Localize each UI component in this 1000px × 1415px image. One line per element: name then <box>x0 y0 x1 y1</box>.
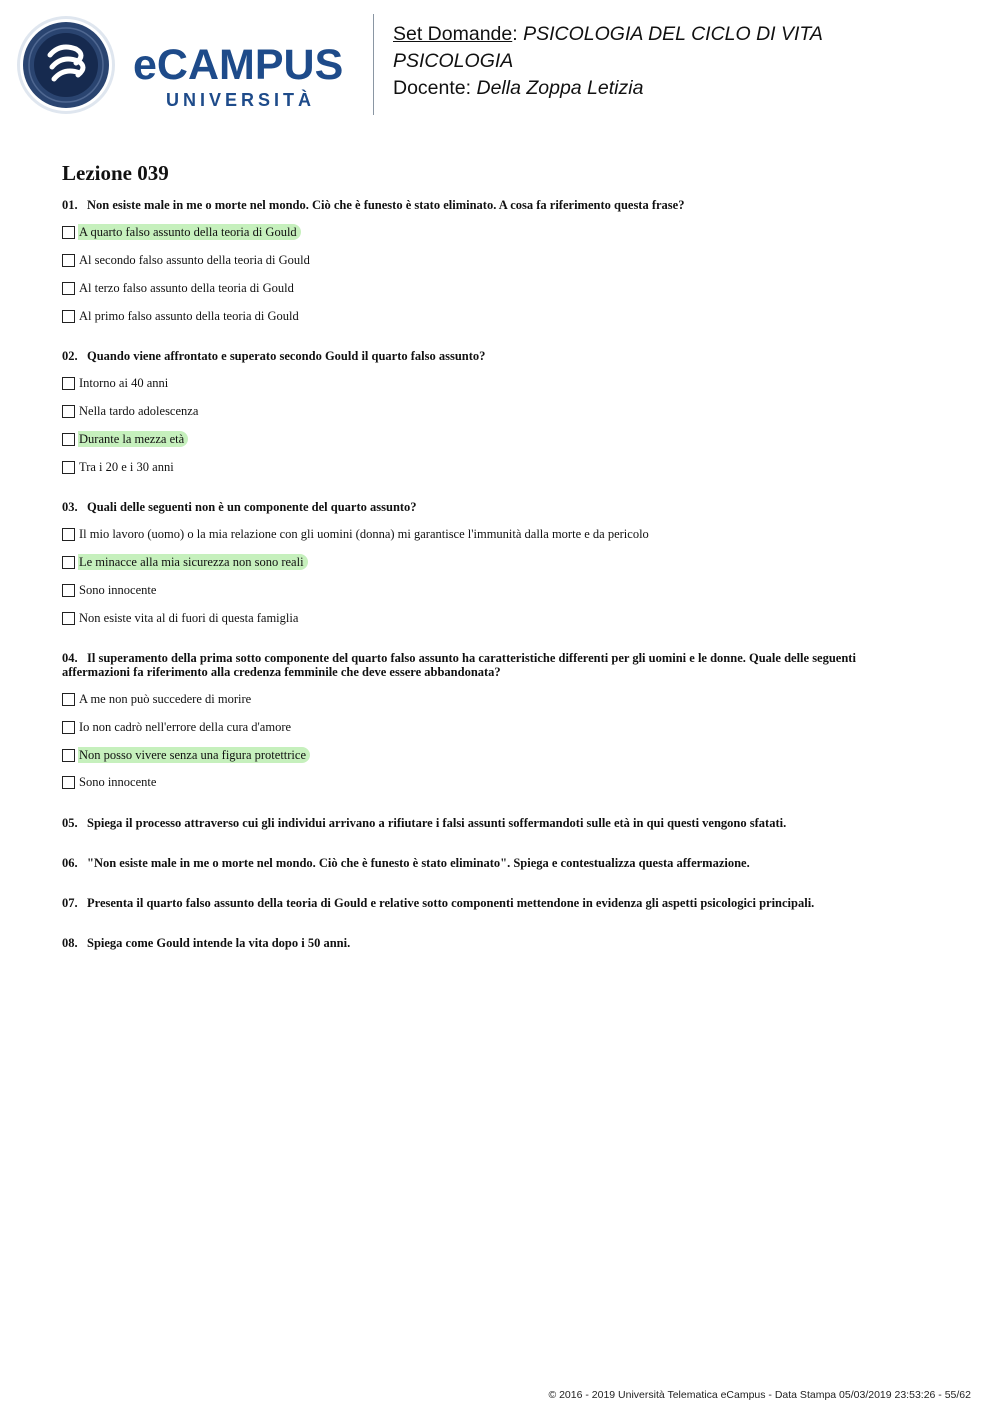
answer-option[interactable]: Al secondo falso assunto della teoria di Gould <box>62 252 314 268</box>
question-06: 06. "Non esiste male in me o morte nel mondo. Ciò che è funesto è stato eliminato". Spiega e contestualizza questa affermazione. <box>62 856 750 870</box>
answer-option[interactable]: Tra i 20 e i 30 anni <box>62 459 178 475</box>
checkbox[interactable] <box>62 556 75 569</box>
checkbox[interactable] <box>62 721 75 734</box>
checkbox[interactable] <box>62 693 75 706</box>
course-info: Set Domande: PSICOLOGIA DEL CICLO DI VITA PSICOLOGIA Docente: Della Zoppa Letizia <box>393 23 823 99</box>
question-04: 04. Il superamento della prima sotto componente del quarto falso assunto ha caratteristiche differenti per gli uomini e le donne. Quale delle seguenti affermazioni fa riferimento alla credenza femminile che deve essere abbandonata? <box>62 651 856 679</box>
lesson-title: Lezione 039 <box>62 161 169 185</box>
checkbox[interactable] <box>62 584 75 597</box>
answer-option[interactable]: Sono innocente <box>62 582 160 598</box>
question-03: 03. Quali delle seguenti non è un componente del quarto assunto? <box>62 500 417 514</box>
checkbox[interactable] <box>62 433 75 446</box>
checkbox[interactable] <box>62 461 75 474</box>
answer-option[interactable]: A quarto falso assunto della teoria di Gould <box>62 224 301 240</box>
answer-option[interactable]: Sono innocente <box>62 774 160 790</box>
ecampus-seal-logo-icon <box>16 15 116 115</box>
checkbox[interactable] <box>62 776 75 789</box>
question-01: 01. Non esiste male in me o morte nel mondo. Ciò che è funesto è stato eliminato. A cosa fa riferimento questa frase? <box>62 198 685 212</box>
answer-option[interactable]: Al terzo falso assunto della teoria di Gould <box>62 280 298 296</box>
page-header <box>0 0 1000 130</box>
answer-option[interactable]: A me non può succedere di morire <box>62 691 255 707</box>
checkbox[interactable] <box>62 528 75 541</box>
checkbox[interactable] <box>62 254 75 267</box>
question-02: 02. Quando viene affrontato e superato secondo Gould il quarto falso assunto? <box>62 349 486 363</box>
answer-option[interactable]: Nella tardo adolescenza <box>62 403 202 419</box>
answer-option[interactable]: Al primo falso assunto della teoria di Gould <box>62 308 303 324</box>
checkbox[interactable] <box>62 226 75 239</box>
checkbox[interactable] <box>62 612 75 625</box>
question-08: 08. Spiega come Gould intende la vita dopo i 50 anni. <box>62 936 351 950</box>
answer-option[interactable]: Il mio lavoro (uomo) o la mia relazione con gli uomini (donna) mi garantisce l'immunità dalla morte e da pericolo <box>62 526 653 542</box>
question-07: 07. Presenta il quarto falso assunto della teoria di Gould e relative sotto componenti mettendone in evidenza gli aspetti psicologici principali. <box>62 896 815 910</box>
set-label: Set Domande <box>393 23 513 45</box>
set-value-2: PSICOLOGIA <box>393 50 514 72</box>
checkbox[interactable] <box>62 405 75 418</box>
logo-subtext: UNIVERSITÀ <box>166 90 316 110</box>
teacher-label: Docente <box>393 77 466 99</box>
checkbox[interactable] <box>62 310 75 323</box>
answer-option[interactable]: Durante la mezza età <box>62 431 188 447</box>
answer-option[interactable]: Non posso vivere senza una figura protettrice <box>62 747 310 763</box>
checkbox[interactable] <box>62 282 75 295</box>
answer-option[interactable]: Intorno ai 40 anni <box>62 375 172 391</box>
ecampus-wordmark <box>133 42 358 112</box>
answer-option[interactable]: Io non cadrò nell'errore della cura d'amore <box>62 719 295 735</box>
logo-text: eCAMPUS <box>133 42 344 89</box>
answer-option[interactable]: Non esiste vita al di fuori di questa famiglia <box>62 610 302 626</box>
page-footer: © 2016 - 2019 Università Telematica eCampus - Data Stampa 05/03/2019 23:53:26 - 55/62 <box>548 1389 971 1401</box>
answer-option[interactable]: Le minacce alla mia sicurezza non sono reali <box>62 554 308 570</box>
question-05: 05. Spiega il processo attraverso cui gli individui arrivano a rifiutare i falsi assunti soffermandoti sulle età in qui questi vengono sfatati. <box>62 816 787 830</box>
checkbox[interactable] <box>62 377 75 390</box>
teacher-value: Della Zoppa Letizia <box>476 77 644 99</box>
header-divider <box>373 14 374 115</box>
checkbox[interactable] <box>62 749 75 762</box>
set-value: PSICOLOGIA DEL CICLO DI VITA <box>523 23 823 45</box>
